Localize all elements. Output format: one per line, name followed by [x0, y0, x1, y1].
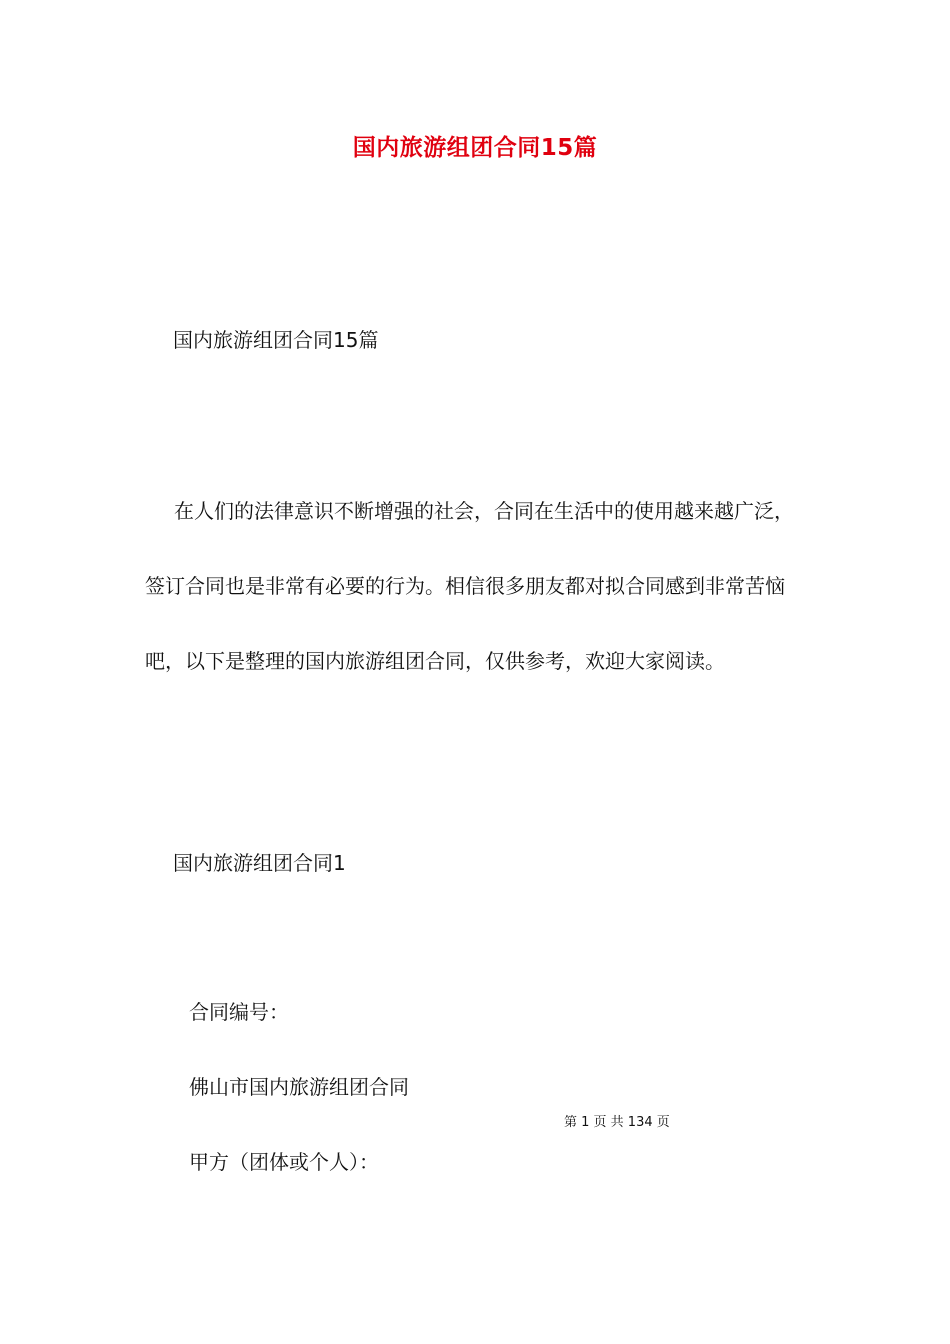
- section-heading: 国内旅游组团合同1: [173, 851, 346, 875]
- contract-number-label: 合同编号：: [189, 1000, 289, 1024]
- document-subtitle: 国内旅游组团合同15篇: [173, 328, 379, 352]
- contract-document-title: 佛山市国内旅游组团合同: [189, 1075, 409, 1099]
- intro-paragraph: 在人们的法律意识不断增强的社会，合同在生活中的使用越来越广泛，签订合同也是非常有必要的行为。相信很多朋友都对拟合同感到非常苦恼吧，以下是整理的国内旅游组团合同，仅供参考，欢迎大家阅读。: [145, 499, 794, 673]
- party-a-label: 甲方（团体或个人）：: [189, 1150, 379, 1174]
- document-title: 国内旅游组团合同15篇: [352, 135, 598, 161]
- page-indicator: 第 1 页 共 134 页: [564, 1115, 670, 1130]
